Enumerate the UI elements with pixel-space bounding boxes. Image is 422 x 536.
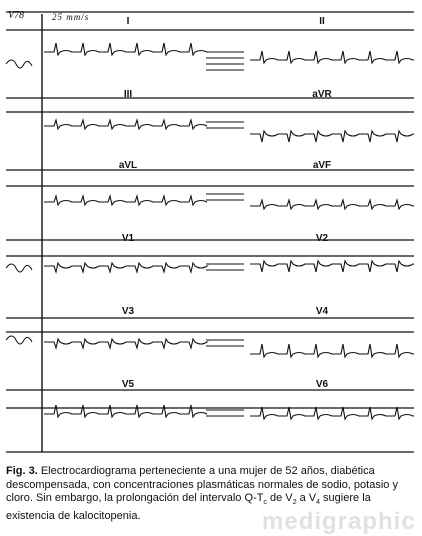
lead-label-aVF: aVF	[312, 160, 332, 171]
ecg-trace	[250, 344, 414, 357]
start-squiggle	[6, 336, 32, 344]
speed-label: 25 mm/s	[52, 12, 90, 22]
start-squiggle	[6, 264, 32, 272]
caption-text-3: a V	[296, 492, 317, 504]
watermark-logo: medigraphic	[262, 508, 416, 535]
lead-label-V1: V1	[121, 233, 135, 244]
ecg-trace	[250, 131, 414, 142]
caption-text-2: de V	[266, 492, 293, 504]
figure-number: Fig. 3.	[6, 465, 38, 477]
corner-label: V78	[8, 10, 25, 21]
caption-sub-c: c	[263, 499, 267, 507]
ecg-trace	[44, 405, 207, 417]
ecg-trace	[44, 263, 207, 272]
ecg-trace	[44, 196, 207, 205]
start-squiggle	[6, 60, 32, 68]
lead-label-V3: V3	[121, 306, 135, 317]
lead-label-aVR: aVR	[312, 89, 332, 100]
caption-text-1: Electrocardiograma perteneciente a una mujer de 52 años, diabética descompensada, con concentraciones plasmáticas normales de sodio, potasio y cloro. Sin embargo, la prolongación del intervalo Q-T	[6, 465, 398, 504]
ecg-trace	[44, 43, 207, 55]
lead-label-V5: V5	[121, 379, 135, 390]
ecg-trace	[44, 339, 207, 348]
caption-sub-4: 4	[316, 499, 320, 507]
ecg-trace	[250, 407, 414, 419]
ecg-trace	[250, 261, 414, 272]
lead-label-V4: V4	[315, 306, 329, 317]
lead-label-V2: V2	[315, 233, 329, 244]
caption-sub-2: 2	[292, 499, 297, 507]
lead-label-I: I	[126, 16, 130, 27]
lead-label-V6: V6	[315, 379, 329, 390]
caption-text-4: sugiere la existencia de kalocitopenia.	[6, 492, 371, 522]
ecg-trace	[250, 200, 414, 209]
ecg-trace	[44, 120, 207, 129]
lead-label-III: III	[123, 89, 133, 100]
lead-label-II: II	[319, 16, 325, 27]
ecg-trace	[250, 51, 414, 63]
lead-label-aVL: aVL	[118, 160, 138, 171]
